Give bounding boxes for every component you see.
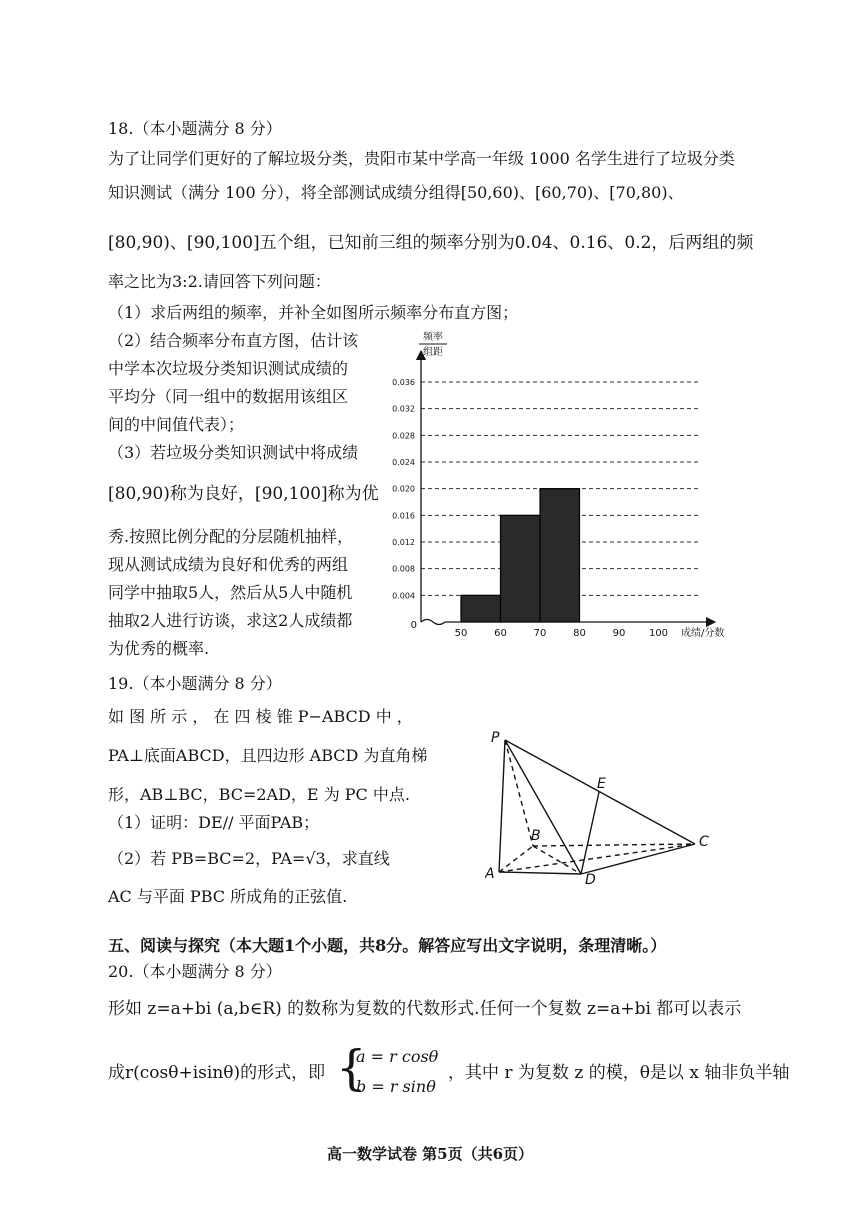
q20-header: 20.（本小题满分 8 分） xyxy=(108,962,282,981)
q18-line-3: [80,90)、[90,100]五个组，已知前三组的频率分别为0.04、0.16、0.2，后两组的频 xyxy=(108,233,754,253)
x-tick-label: 100 xyxy=(648,628,669,639)
y-tick-label: 0.032 xyxy=(392,404,415,414)
q19-line-6: AC 与平面 PBC 所成角的正弦值. xyxy=(108,887,348,906)
y-tick-label: 0.008 xyxy=(392,564,415,574)
q18-left-line-10: 抽取2人进行访谈，求这2人成绩都 xyxy=(108,611,353,630)
x-tick-label: 50 xyxy=(454,628,468,639)
label-D: D xyxy=(585,872,596,886)
q18-header: 18.（本小题满分 8 分） xyxy=(108,119,282,138)
q18-left-line-3: 平均分（同一组中的数据用该组区 xyxy=(108,387,349,406)
q18-left-line-11: 为优秀的概率. xyxy=(108,639,210,658)
q20-brace: { xyxy=(336,1040,367,1096)
y-tick-label: 0.024 xyxy=(392,458,415,467)
q20-line-2-prefix: 成r(cosθ+isinθ)的形式，即 xyxy=(108,1063,326,1083)
edge-DE xyxy=(581,792,599,874)
histogram-bar xyxy=(461,595,501,622)
x-tick-label: 80 xyxy=(573,628,586,639)
q18-line-5: （1）求后两组的频率，并补全如图所示频率分布直方图； xyxy=(108,303,519,322)
q18-line-4: 率之比为3:2.请回答下列问题： xyxy=(108,272,331,291)
edge-AC xyxy=(499,844,695,872)
q20-line-1: 形如 z=a+bi (a,b∈R) 的数称为复数的代数形式.任何一个复数 z=a+bi 都可以表示 xyxy=(108,999,742,1019)
y-tick-label: 0.012 xyxy=(392,538,415,547)
q19-line-1: 如 图 所 示 ， 在 四 棱 锥 P−ABCD 中 ， xyxy=(108,707,413,726)
y-tick-label: 0.004 xyxy=(392,591,415,601)
q18-left-line-1: （2）结合频率分布直方图，估计该 xyxy=(108,331,359,350)
histogram-bar xyxy=(540,489,580,622)
page-footer: 高一数学试卷 第5页（共6页） xyxy=(326,1145,534,1163)
y-tick-label: 0.016 xyxy=(392,511,415,521)
y-tick-label: 0.036 xyxy=(392,378,415,387)
x-tick-label: 70 xyxy=(533,628,547,639)
q19-header: 19.（本小题满分 8 分） xyxy=(108,674,282,693)
q19-line-4: （1）证明：DE// 平面PAB； xyxy=(108,813,320,832)
histogram-bar xyxy=(501,515,541,622)
q18-line-1: 为了让同学们更好的了解垃圾分类，贵阳市某中学高一年级 1000 名学生进行了垃圾分类 xyxy=(108,149,735,168)
q20-brace-top: a = r cosθ xyxy=(356,1047,439,1066)
x-tick-label: 60 xyxy=(494,628,507,639)
edge-PB xyxy=(505,740,533,846)
label-E: E xyxy=(597,776,606,792)
edge-PA xyxy=(499,740,505,872)
q19-line-2: PA⊥底面ABCD，且四边形 ABCD 为直角梯 xyxy=(108,746,428,765)
x-axis-label: 成绩/分数 xyxy=(681,628,725,639)
q19-line-3: 形，AB⊥BC，BC=2AD，E 为 PC 中点. xyxy=(108,785,410,804)
y-axis-label-top: 频率 xyxy=(423,332,443,343)
q19-line-5: （2）若 PB=BC=2，PA=√3，求直线 xyxy=(108,849,390,868)
edge-DC xyxy=(581,844,695,874)
label-C: C xyxy=(699,834,709,850)
section5-header: 五、阅读与探究（本大题1个小题，共8分。解答应写出文字说明，条理清晰。） xyxy=(108,936,667,955)
y-axis-label-bottom: 组距 xyxy=(423,347,443,358)
pyramid-figure xyxy=(485,726,745,886)
q20-line-2-suffix: ，其中 r 为复数 z 的模，θ是以 x 轴非负半轴 xyxy=(448,1063,790,1083)
y-tick-label: 0.020 xyxy=(392,484,415,494)
q18-left-line-7: 秀.按照比例分配的分层随机抽样， xyxy=(108,527,354,546)
edge-BC xyxy=(533,844,695,846)
edge-AD xyxy=(499,872,581,874)
q18-left-line-2: 中学本次垃圾分类知识测试成绩的 xyxy=(108,359,349,378)
q18-line-2: 知识测试（满分 100 分），将全部测试成绩分组得[50,60)、[60,70)、[70,80)、 xyxy=(108,183,684,202)
q18-left-line-6: [80,90)称为良好，[90,100]称为优 xyxy=(108,484,379,504)
label-P: P xyxy=(491,730,500,746)
q18-left-line-8: 现从测试成绩为良好和优秀的两组 xyxy=(108,555,349,574)
origin-label: 0 xyxy=(410,620,417,631)
label-A: A xyxy=(485,866,495,882)
q18-left-line-9: 同学中抽取5人，然后从5人中随机 xyxy=(108,583,353,602)
frequency-histogram xyxy=(375,325,735,655)
label-B: B xyxy=(531,828,541,844)
q18-left-line-5: （3）若垃圾分类知识测试中将成绩 xyxy=(108,443,359,462)
q20-brace-bottom: b = r sinθ xyxy=(356,1077,436,1096)
x-tick-label: 90 xyxy=(612,628,626,639)
q18-left-line-4: 间的中间值代表）； xyxy=(108,415,245,434)
y-tick-label: 0.028 xyxy=(392,431,415,441)
